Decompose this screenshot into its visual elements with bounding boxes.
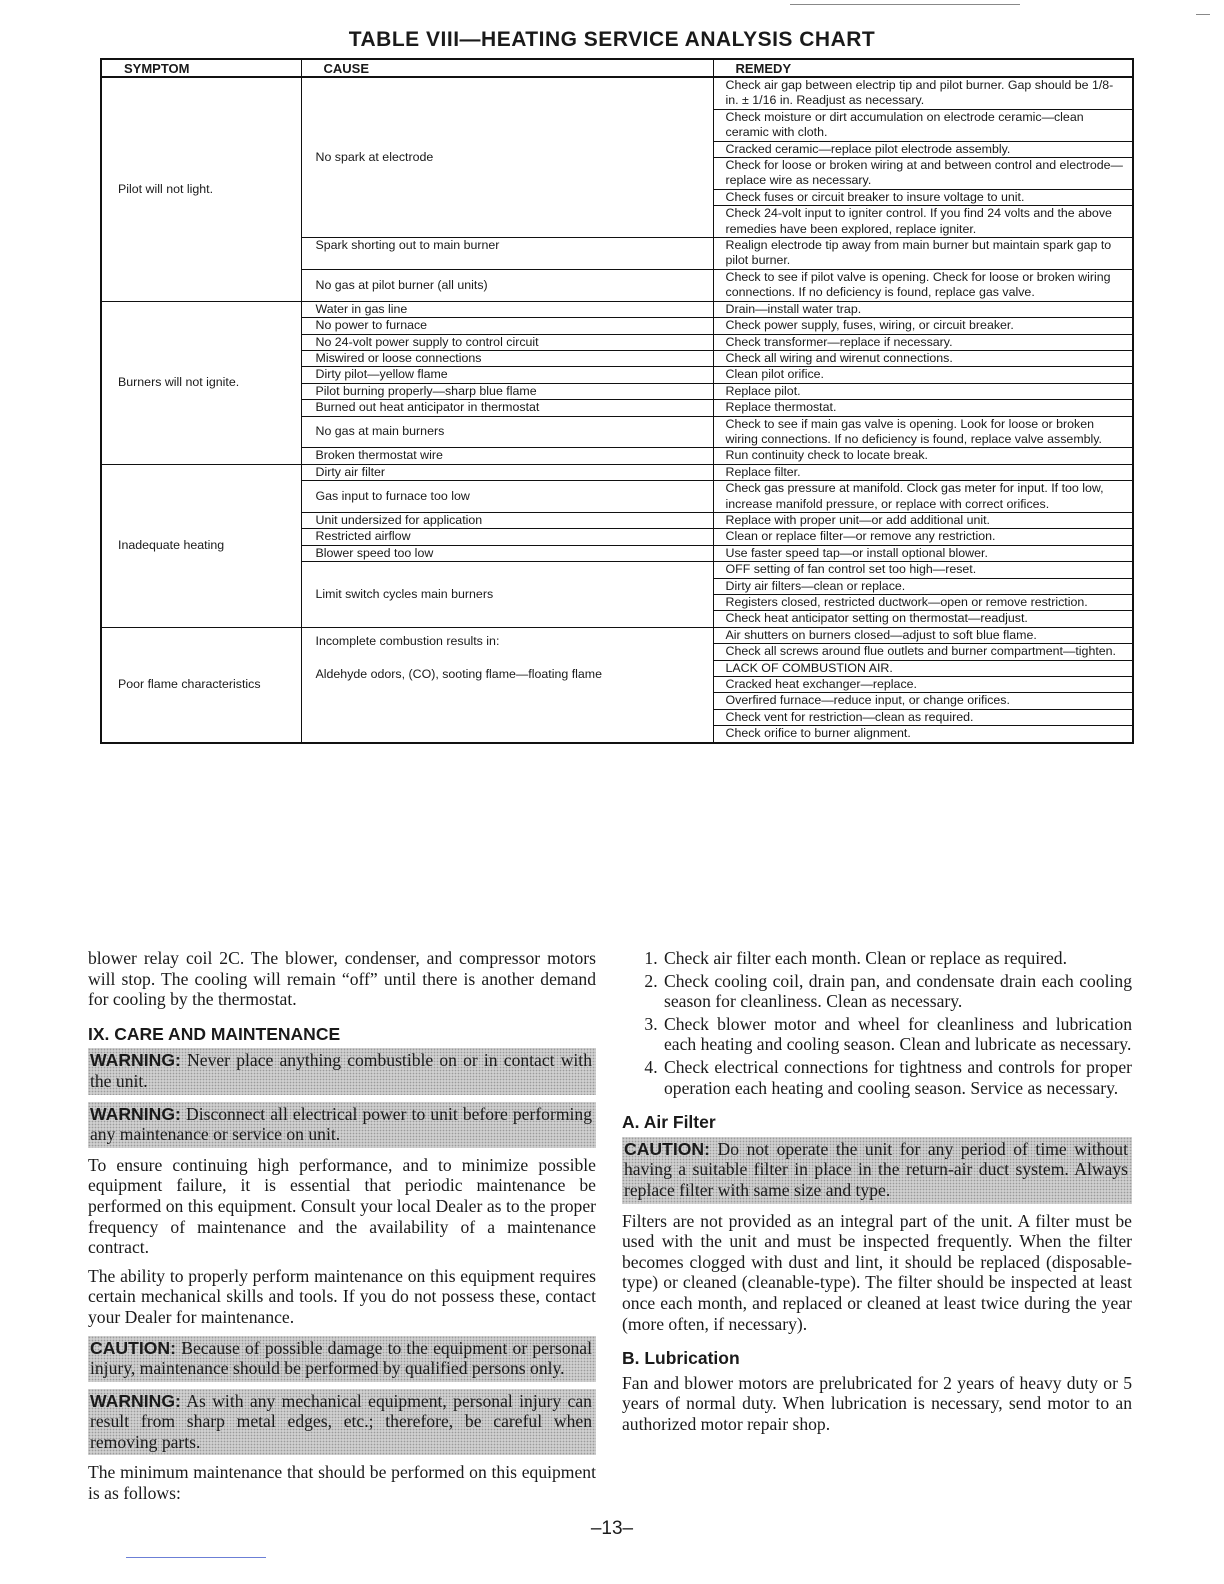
header-cause: CAUSE: [301, 59, 713, 77]
cause-cell: Broken thermostat wire: [301, 448, 713, 464]
remedy-cell: Check power supply, fuses, wiring, or circuit breaker.: [713, 318, 1133, 334]
remedy-cell: Use faster speed tap—or install optional blower.: [713, 545, 1133, 561]
cause-cell: Water in gas line: [301, 301, 713, 317]
remedy-cell: Check all wiring and wirenut connections.: [713, 350, 1133, 366]
cause-cell: Dirty pilot—yellow flame: [301, 367, 713, 383]
remedy-cell: Drain—install water trap.: [713, 301, 1133, 317]
warning-label: WARNING:: [90, 1390, 181, 1411]
warning-text: Never place anything combustible on or in contact with the unit.: [90, 1050, 592, 1091]
warning-notice: [88, 1102, 596, 1148]
remedy-cell: Replace with proper unit—or add additional unit.: [713, 512, 1133, 528]
table-title: TABLE VIII—HEATING SERVICE ANALYSIS CHART: [348, 28, 876, 51]
warning-notice: [88, 1048, 596, 1094]
remedy-cell: Check fuses or circuit breaker to insure voltage to unit.: [713, 189, 1133, 205]
cause-cell: Spark shorting out to main burner: [301, 238, 713, 270]
symptom-cell: Poor flame characteristics: [101, 627, 301, 742]
table-header-row: [101, 59, 1133, 77]
list-item: 2. Check cooling coil, drain pan, and condensate drain each cooling season for cleanliness. Clean as necessary.: [662, 971, 1132, 1012]
remedy-cell: Cracked ceramic—replace pilot electrode assembly.: [713, 141, 1133, 157]
table-row: [101, 77, 1133, 109]
section-heading-air-filter: A. Air Filter: [622, 1112, 716, 1133]
table-row: [101, 301, 1133, 317]
cause-cell: No power to furnace: [301, 318, 713, 334]
warning-notice: [88, 1389, 596, 1456]
remedy-cell: Check moisture or dirt accumulation on electrode ceramic—clean ceramic with cloth.: [713, 109, 1133, 141]
table-row: [101, 627, 1133, 643]
remedy-cell: Replace pilot.: [713, 383, 1133, 399]
cause-cell: [301, 627, 713, 742]
header-symptom: SYMPTOM: [101, 59, 301, 77]
caution-text: Do not operate the unit for any period of time without having a suitable filter in place in the return-air duct system. Always replace filter with same size and type.: [624, 1138, 1128, 1200]
section-heading-lubrication: B. Lubrication: [622, 1348, 740, 1369]
cause-cell: Restricted airflow: [301, 529, 713, 545]
caution-label: CAUTION:: [624, 1138, 711, 1159]
remedy-cell: Replace thermostat.: [713, 400, 1133, 416]
remedy-cell: Clean or replace filter—or remove any restriction.: [713, 529, 1133, 545]
remedy-cell: Dirty air filters—clean or replace.: [713, 578, 1133, 594]
caution-text: Because of possible damage to the equipment or personal injury, maintenance should be performed by qualified persons only.: [90, 1337, 592, 1379]
body-paragraph: Filters are not provided as an integral part of the unit. A filter must be used with the unit and must be inspected frequently. When the filter becomes clogged with dust and lint, it should be replaced (disposable-type) or cleaned (cleanable-type). The filter should be inspected at least once each month, and replaced or cleaned at least twice during the year (more often, if necessary).: [622, 1210, 1132, 1334]
symptom-cell: Pilot will not light.: [101, 77, 301, 301]
page-number: –13–: [590, 1518, 634, 1539]
cause-cell: Limit switch cycles main burners: [301, 562, 713, 628]
left-column: [88, 948, 596, 1512]
remedy-cell: OFF setting of fan control set too high—reset.: [713, 562, 1133, 578]
cause-cell: Burned out heat anticipator in thermostat: [301, 400, 713, 416]
footer-rule: [126, 1557, 266, 1558]
remedy-cell: Check to see if main gas valve is opening. Look for loose or broken wiring connections. If no deficiency is found, replace valve assembly.: [713, 416, 1133, 448]
body-paragraph: The ability to properly perform maintenance on this equipment requires certain mechanical skills and tools. If you do not possess these, contact your Dealer for maintenance.: [88, 1265, 596, 1327]
cause-cell: Gas input to furnace too low: [301, 481, 713, 513]
cause-cell: Miswired or loose connections: [301, 350, 713, 366]
remedy-cell: LACK OF COMBUSTION AIR.: [713, 660, 1133, 676]
scan-line: [1196, 14, 1210, 15]
warning-label: WARNING:: [90, 1103, 181, 1124]
remedy-cell: Run continuity check to locate break.: [713, 448, 1133, 464]
warning-text: Disconnect all electrical power to unit before performing any maintenance or service on unit.: [90, 1103, 592, 1145]
remedy-cell: Overfired furnace—reduce input, or change orifices.: [713, 693, 1133, 709]
remedy-cell: Check to see if pilot valve is opening. Check for loose or broken wiring connections. If no deficiency is found, replace gas valve.: [713, 269, 1133, 301]
remedy-cell: Check all screws around flue outlets and burner compartment—tighten.: [713, 644, 1133, 660]
cause-cell: Pilot burning properly—sharp blue flame: [301, 383, 713, 399]
list-item: 3. Check blower motor and wheel for cleanliness and lubrication each heating and cooling season. Clean and lubricate as necessary.: [662, 1014, 1132, 1055]
cause-cell: No 24-volt power supply to control circuit: [301, 334, 713, 350]
remedy-cell: Check gas pressure at manifold. Clock gas meter for input. If too low, increase manifold pressure, or replace with correct orifices.: [713, 481, 1133, 513]
header-remedy: REMEDY: [713, 59, 1133, 77]
cause-cell: No spark at electrode: [301, 77, 713, 238]
remedy-cell: Realign electrode tip away from main burner but maintain spark gap to pilot burner.: [713, 238, 1133, 270]
cause-cell: No gas at pilot burner (all units): [301, 269, 713, 301]
section-heading-care-maintenance: IX. CARE AND MAINTENANCE: [88, 1023, 341, 1044]
cause-cell: Unit undersized for application: [301, 512, 713, 528]
list-item: 4. Check electrical connections for tightness and controls for proper operation each heating and cooling season. Service as necessary.: [662, 1057, 1132, 1098]
intro-paragraph: blower relay coil 2C. The blower, condenser, and compressor motors will stop. The cooling will remain “off” until there is another demand for cooling by the thermostat.: [88, 948, 596, 1010]
maintenance-list: [622, 948, 1132, 1098]
body-paragraph: To ensure continuing high performance, and to minimize possible equipment failure, it is essential that periodic maintenance be performed on this equipment. Consult your local Dealer as to the proper frequency of maintenance and the availability of a maintenance contract.: [88, 1154, 596, 1258]
cause-cell: Blower speed too low: [301, 545, 713, 561]
remedy-cell: Replace filter.: [713, 464, 1133, 480]
caution-notice: [88, 1336, 596, 1382]
cause-line: Aldehyde odors, (CO), sooting flame—floating flame: [315, 667, 602, 682]
cause-cell: No gas at main burners: [301, 416, 713, 448]
remedy-cell: Check heat anticipator setting on thermostat—readjust.: [713, 611, 1133, 627]
symptom-cell: Inadequate heating: [101, 464, 301, 627]
heating-service-analysis-table: [100, 58, 1134, 744]
body-paragraph: The minimum maintenance that should be performed on this equipment is as follows:: [88, 1462, 596, 1504]
caution-notice: [622, 1137, 1132, 1204]
caution-label: CAUTION:: [90, 1337, 177, 1358]
remedy-cell: Check orifice to burner alignment.: [725, 726, 911, 741]
right-column: [622, 948, 1132, 1442]
list-item: 1. Check air filter each month. Clean or replace as required.: [662, 948, 1132, 969]
remedy-cell: Check 24-volt input to igniter control. If you find 24 volts and the above remedies have been explored, replace igniter.: [713, 206, 1133, 238]
cause-line: Incomplete combustion results in:: [315, 633, 500, 648]
symptom-cell: Burners will not ignite.: [101, 301, 301, 464]
remedy-cell: Clean pilot orifice.: [713, 367, 1133, 383]
remedy-cell: Registers closed, restricted ductwork—open or remove restriction.: [713, 595, 1133, 611]
remedy-cell: Check air gap between electrip tip and pilot burner. Gap should be 1/8-in. ± 1/16 in. Readjust as necessary.: [713, 77, 1133, 109]
remedy-cell: Check transformer—replace if necessary.: [713, 334, 1133, 350]
remedy-cell: Air shutters on burners closed—adjust to soft blue flame.: [713, 627, 1133, 643]
cause-cell: Dirty air filter: [301, 464, 713, 480]
warning-text: As with any mechanical equipment, personal injury can result from sharp metal edges, etc.; therefore, be careful when removing parts.: [90, 1390, 592, 1452]
body-paragraph: Fan and blower motors are prelubricated for 2 years of heavy duty or 5 years of normal duty. When lubrication is necessary, send motor to an authorized motor repair shop.: [622, 1372, 1132, 1434]
scan-line: [790, 4, 1020, 5]
table-row: [101, 464, 1133, 480]
remedy-cell: Cracked heat exchanger—replace.: [713, 677, 1133, 693]
warning-label: WARNING:: [90, 1050, 181, 1071]
remedy-cell: Check vent for restriction—clean as required.: [713, 709, 1133, 725]
remedy-cell: Check for loose or broken wiring at and between control and electrode—replace wire as necessary.: [713, 158, 1133, 190]
